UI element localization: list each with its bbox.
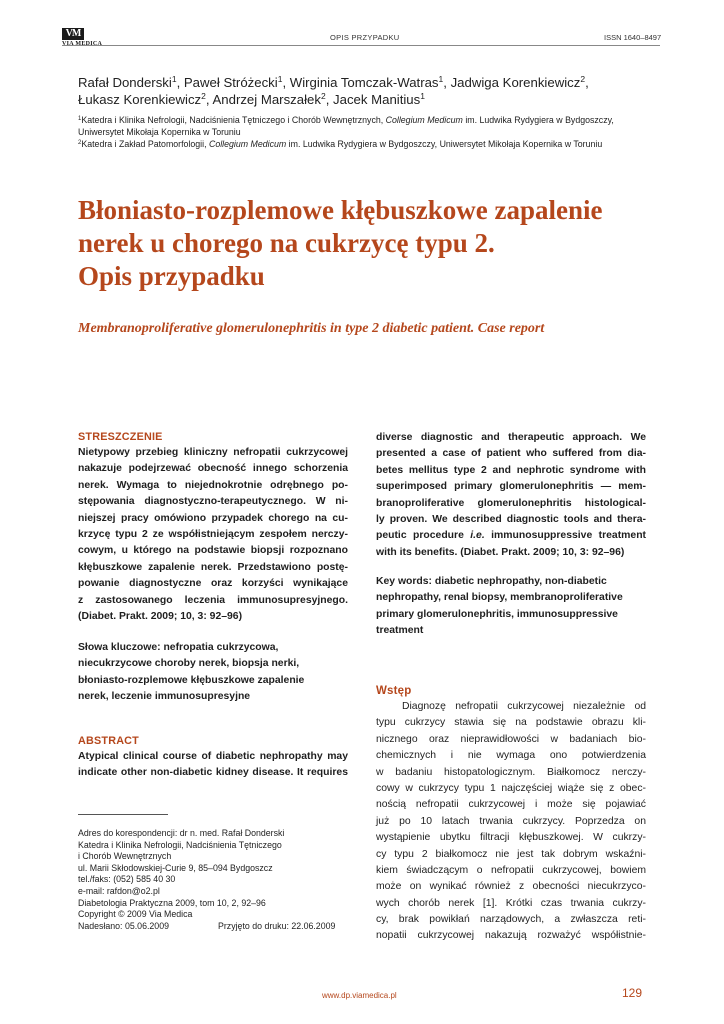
page-number: 129	[622, 986, 643, 1000]
affiliation-text: Katedra i Zakład Patomorfologii,	[81, 139, 209, 149]
affiliation-text: Uniwersytet Mikołaja Kopernika w Toruniu	[78, 126, 241, 137]
author-name: , Jadwiga Korenkiewicz	[443, 75, 581, 90]
text-line: branoproliferative glomerulonephritis histological-	[376, 497, 646, 509]
wstep-body	[376, 699, 646, 945]
abstract-body-right	[376, 430, 646, 561]
author-name: , Wirginia Tomczak-Watras	[282, 75, 439, 90]
article-type-label: OPIS PRZYPADKU	[330, 33, 400, 42]
correspondence-footnote	[78, 828, 358, 932]
footnote-line: Katedra i Klinika Nefrologii, Nadciśnienia Tętniczego	[78, 839, 282, 850]
author-line-2	[78, 91, 658, 108]
author-name: , Paweł Stróżecki	[176, 75, 278, 90]
text-line: diverse diagnostic and therapeutic approach. We	[376, 432, 646, 443]
text-line: niecukrzycowe choroby nerek, biopsja nerki,	[78, 658, 300, 670]
author-line-1	[78, 74, 658, 91]
text-line: ly proven. We described diagnostic tools and thera-	[376, 513, 646, 525]
text-line: nopatii cukrzycowej nakazują rozważyć współistnie-	[376, 930, 646, 942]
text-line: kłębuszkowe zapalenie nerek. Przedstawiono postę-	[78, 561, 348, 573]
footnote-line: Diabetologia Praktyczna 2009, tom 10, 2, 92–96	[78, 897, 266, 908]
author-separator: ,	[585, 75, 589, 90]
abstract-keywords	[376, 574, 646, 640]
wstep-heading: Wstęp	[376, 685, 412, 697]
text-line	[376, 528, 646, 544]
author-affiliation-ref: 1	[171, 74, 177, 84]
text-line: Atypical clinical course of diabetic nephropathy may	[78, 751, 348, 762]
affiliation-italic: Collegium Medicum	[385, 115, 463, 125]
text-line: cy, brak powikłań narządowych, a zwłaszcza reti-	[376, 914, 646, 926]
text-line: indicate other non-diabetic kidney disease. It requires	[78, 767, 348, 779]
text-line: nicznego oraz nieprawidłowości w badaniach bio-	[376, 733, 646, 745]
abstract-heading: ABSTRACT	[78, 735, 139, 747]
author-affiliation-ref: 1	[277, 74, 283, 84]
text-line: wych chorób nerek [1]. Krótki czas trwania cukrzy-	[376, 897, 646, 909]
author-affiliation-ref: 2	[320, 91, 326, 101]
affiliation-text: im. Ludwika Rydygiera w Bydgoszczy, Uniwersytet Mikołaja Kopernika w Toruniu	[286, 139, 603, 149]
text-line: chemicznych i nie wymaga ono potwierdzenia	[376, 750, 646, 762]
affiliation-text: im. Ludwika Rydygiera w Bydgoszczy,	[462, 115, 614, 125]
header-divider	[62, 45, 660, 46]
text-line: stępowania diagnostyczno-terapeutycznego. W ni-	[78, 496, 348, 508]
text-line: nakazuje podejrzewać obecność innego schorzenia	[78, 463, 348, 475]
text-line: błoniasto-rozplemowe kłębuszkowe zapalenie	[78, 674, 305, 686]
logo-mark: VM	[62, 28, 84, 40]
text-line: nerek. Wymaga to niejednokrotnie odrębnego po-	[78, 479, 348, 491]
english-title: Membranoproliferative glomerulonephritis in type 2 diabetic patient. Case report	[78, 321, 545, 336]
text-line: typu cukrzycy stawia się na podstawie obrazu kli-	[376, 717, 646, 729]
title-line: Opis przypadku	[78, 261, 265, 291]
streszczenie-keywords	[78, 640, 348, 706]
text-line: Key words: diabetic nephropathy, non-diabetic	[376, 576, 607, 587]
streszczenie-heading: STRESZCZENIE	[78, 431, 163, 443]
streszczenie-body	[78, 445, 348, 625]
text-line: Diagnozę nefropatii cukrzycowej niezależnie od	[402, 701, 646, 712]
footnote-line: tel./faks: (052) 585 40 30	[78, 874, 176, 885]
text-line: wystąpienie ubytku filtracji kłębuszkowej. W cukrzy-	[376, 832, 646, 844]
text-line: niejszej pracy omówiono przypadek chorego na cu-	[78, 512, 348, 524]
footnote-divider	[78, 814, 168, 815]
text-line: krzycę typu 2 ze współistniejącym zespołem nerczy-	[78, 528, 348, 540]
title-line: nerek u chorego na cukrzycę typu 2.	[78, 228, 495, 258]
copyright: Copyright © 2009 Via Medica	[78, 909, 193, 920]
text-line: with its benefits. (Diabet. Prakt. 2009; 10, 3: 92–96)	[376, 546, 625, 558]
text-line: cy typu 2 białkomocz nie jest tak dobrym wskaźni-	[376, 848, 646, 860]
text-fragment: peutic procedure	[376, 530, 471, 542]
text-line: nością nefropatii cukrzycowej i może się pojawiać	[376, 799, 646, 811]
italic-text: i.e.	[470, 530, 485, 542]
text-line: treatment	[376, 625, 424, 637]
footnote-line: i Chorób Wewnętrznych	[78, 851, 172, 862]
date-accepted: Przyjęto do druku: 22.06.2009	[218, 920, 336, 931]
journal-website-link[interactable]: www.dp.viamedica.pl	[322, 991, 397, 1000]
affiliation-number: 1	[78, 116, 82, 122]
author-name: Łukasz Korenkiewicz	[78, 92, 202, 107]
issn: ISSN 1640–8497	[604, 33, 662, 42]
text-fragment: immunosuppressive treatment	[484, 530, 646, 542]
text-line: nephropathy, renal biopsy, membranoproliferative	[376, 592, 623, 604]
text-line: nerek, leczenie immunosupresyjne	[78, 691, 251, 703]
footnote-line: ul. Marii Skłodowskiej-Curie 9, 85–094 Bydgoszcz	[78, 862, 273, 873]
text-line: z zastosowanego leczenia immunosupresyjnego.	[78, 594, 348, 606]
text-line: primary glomerulonephritis, immunosuppressive	[376, 608, 618, 620]
text-line: cowym, u którego na podstawie biopsji rozpoznano	[78, 545, 348, 557]
text-line: Słowa kluczowe: nefropatia cukrzycowa,	[78, 642, 279, 653]
title-line: Błoniasto-rozplemowe kłębuszkowe zapalenie	[78, 195, 603, 225]
affiliation-number: 2	[78, 140, 82, 146]
email-address: e-mail: rafdon@o2.pl	[78, 885, 160, 896]
author-affiliation-ref: 2	[580, 74, 586, 84]
text-line: betes mellitus type 2 and nephrotic syndrome with	[376, 464, 646, 476]
author-affiliation-ref: 1	[420, 91, 425, 101]
abstract-body-left	[78, 749, 348, 782]
footnote-line: Adres do korespondencji: dr n. med. Rafał Donderski	[78, 828, 285, 838]
author-affiliation-ref: 2	[201, 91, 206, 101]
author-affiliation-ref: 1	[438, 74, 444, 84]
text-line: Nietypowy przebieg kliniczny nefropatii cukrzycowej	[78, 447, 348, 458]
article-title	[78, 194, 668, 293]
date-received: Nadesłano: 05.06.2009	[78, 920, 169, 931]
text-line: kiem świadczącym o nefropatii cukrzycowej, bowiem	[376, 864, 646, 876]
author-name: Rafał Donderski	[78, 75, 172, 90]
affiliation-text: Katedra i Klinika Nefrologii, Nadciśnienia Tętniczego i Chorób Wewnętrznych,	[81, 115, 386, 125]
text-line: superimposed primary glomerulonephritis — mem-	[376, 481, 646, 493]
author-list	[78, 74, 658, 108]
text-line: (Diabet. Prakt. 2009; 10, 3: 92–96)	[78, 610, 243, 622]
text-line: w badaniu histopatologicznym. Białkomocz nerczy-	[376, 766, 646, 778]
author-name: , Jacek Manitius	[325, 92, 421, 107]
logo-text: VIA MEDICA	[62, 41, 103, 47]
text-line: presented a case of patient who suffered from dia-	[376, 448, 646, 460]
text-line: powanie diagnostyczne oraz korzyści wynikające	[78, 578, 348, 590]
affiliation-italic: Collegium Medicum	[208, 139, 287, 149]
author-name: , Andrzej Marszałek	[205, 92, 321, 107]
affiliation-2	[78, 139, 658, 151]
text-line: może on wynikać również z obecności niecukrzyco-	[376, 881, 646, 893]
text-line: cowy w cukrzycy typu 1 najczęściej wiąże się z obec-	[376, 782, 646, 794]
text-line: już po 10 latach trwania cukrzycy. Poprzedza on	[376, 815, 646, 827]
affiliation-1	[78, 115, 658, 138]
